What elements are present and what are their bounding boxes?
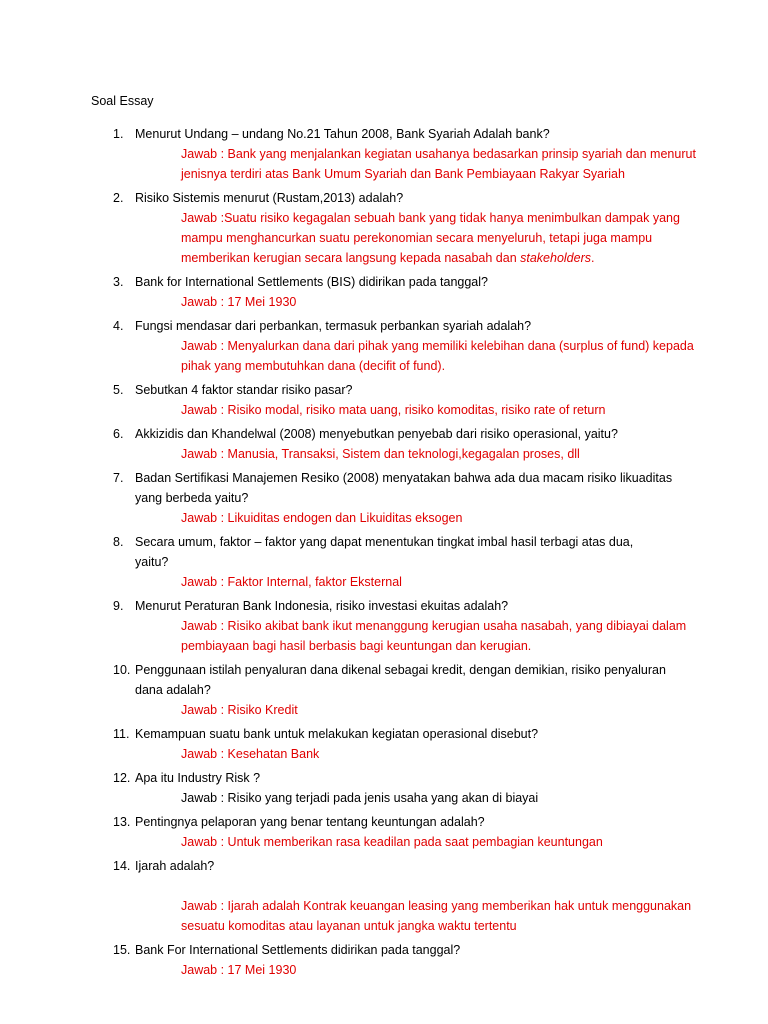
question-item-3 [0, 272, 768, 312]
question-text: Apa itu Industry Risk ? [135, 771, 261, 785]
answer-text: Jawab : Risiko modal, risiko mata uang, risiko komoditas, risiko rate of return [181, 403, 606, 417]
question-number: 11. [113, 727, 130, 741]
question-item-2 [0, 188, 768, 268]
answer-text: Jawab : Menyalurkan dana dari pihak yang memiliki kelebihan dana (surplus of fund) kepada pihak yang membutuhkan dana (decifit of fund). [181, 339, 694, 373]
question-number: 15. [113, 943, 131, 957]
question-text: Badan Sertifikasi Manajemen Resiko (2008) menyatakan bahwa ada dua macam risiko likuaditas yang berbeda yaitu? [135, 471, 673, 505]
question-number: 7. [113, 471, 124, 485]
question-text: Pentingnya pelaporan yang benar tentang keuntungan adalah? [135, 815, 485, 829]
question-text: Menurut Peraturan Bank Indonesia, risiko investasi ekuitas adalah? [135, 599, 509, 613]
question-number: 6. [113, 427, 124, 441]
answer-text: Jawab : Risiko yang terjadi pada jenis usaha yang akan di biayai [181, 791, 539, 805]
question-text: Bank for International Settlements (BIS) didirikan pada tanggal? [135, 275, 488, 289]
question-text: Kemampuan suatu bank untuk melakukan kegiatan operasional disebut? [135, 727, 539, 741]
question-item-9 [0, 596, 768, 656]
question-list [0, 124, 768, 984]
question-number: 14. [113, 859, 131, 873]
question-item-14 [0, 856, 768, 936]
answer-text-emphasis: stakeholders [520, 251, 591, 265]
question-item-13 [0, 812, 768, 852]
answer-text: Jawab : Faktor Internal, faktor Eksternal [181, 575, 402, 589]
answer-text: Jawab : Risiko Kredit [181, 703, 298, 717]
question-text: Penggunaan istilah penyaluran dana dikenal sebagai kredit, dengan demikian, risiko penyaluran dana adalah? [135, 663, 666, 697]
question-text: Sebutkan 4 faktor standar risiko pasar? [135, 383, 353, 397]
question-text: Secara umum, faktor – faktor yang dapat menentukan tingkat imbal hasil terbagi atas dua, yaitu? [135, 535, 634, 569]
question-text: Menurut Undang – undang No.21 Tahun 2008, Bank Syariah Adalah bank? [135, 127, 550, 141]
question-item-1 [0, 124, 768, 184]
question-number: 3. [113, 275, 124, 289]
answer-text [181, 208, 701, 268]
answer-text: Jawab : 17 Mei 1930 [181, 295, 297, 309]
answer-text: Jawab : Bank yang menjalankan kegiatan usahanya bedasarkan prinsip syariah dan menurut jenisnya terdiri atas Bank Umum Syariah dan Bank Pembiayaan Rakyar Syariah [181, 147, 696, 181]
question-number: 9. [113, 599, 124, 613]
question-number: 2. [113, 191, 124, 205]
document-title: Soal Essay [91, 94, 154, 108]
answer-text: Jawab : Kesehatan Bank [181, 747, 320, 761]
question-item-15 [0, 940, 768, 980]
question-text: Akkizidis dan Khandelwal (2008) menyebutkan penyebab dari risiko operasional, yaitu? [135, 427, 618, 441]
answer-text: Jawab : Manusia, Transaksi, Sistem dan teknologi,kegagalan proses, dll [181, 447, 580, 461]
question-number: 13. [113, 815, 131, 829]
answer-text-tail: . [591, 251, 595, 265]
question-number: 8. [113, 535, 124, 549]
question-text: Bank For International Settlements didirikan pada tanggal? [135, 943, 461, 957]
answer-text: Jawab : Risiko akibat bank ikut menanggung kerugian usaha nasabah, yang dibiayai dalam pembiayaan bagi hasil berbasis bagi keuntungan dan kerugian. [181, 619, 687, 653]
question-text: Fungsi mendasar dari perbankan, termasuk perbankan syariah adalah? [135, 319, 532, 333]
question-item-4 [0, 316, 768, 376]
question-item-10 [0, 660, 768, 720]
question-item-6 [0, 424, 768, 464]
question-item-11 [0, 724, 768, 764]
question-item-7 [0, 468, 768, 528]
question-number: 1. [113, 127, 124, 141]
answer-text: Jawab : Ijarah adalah Kontrak keuangan leasing yang memberikan hak untuk menggunakan sesuatu komoditas atau layanan untuk jangka waktu tertentu [181, 899, 692, 933]
answer-text: Jawab : Untuk memberikan rasa keadilan pada saat pembagian keuntungan [181, 835, 603, 849]
question-number: 5. [113, 383, 124, 397]
question-text: Risiko Sistemis menurut (Rustam,2013) adalah? [135, 191, 404, 205]
question-number: 10. [113, 663, 131, 677]
question-item-12 [0, 768, 768, 808]
answer-text-main: Jawab :Suatu risiko kegagalan sebuah bank yang tidak hanya menimbulkan dampak yang mampu menghancurkan suatu perekonomian secara menyeluruh, tetapi juga mampu memberikan kerugian secara langsung kepada nasabah dan [181, 211, 680, 265]
question-number: 12. [113, 771, 131, 785]
question-number: 4. [113, 319, 124, 333]
question-text: Ijarah adalah? [135, 859, 215, 873]
answer-text: Jawab : Likuiditas endogen dan Likuiditas eksogen [181, 511, 463, 525]
question-item-5 [0, 380, 768, 420]
question-item-8 [0, 532, 768, 592]
answer-text: Jawab : 17 Mei 1930 [181, 963, 297, 977]
